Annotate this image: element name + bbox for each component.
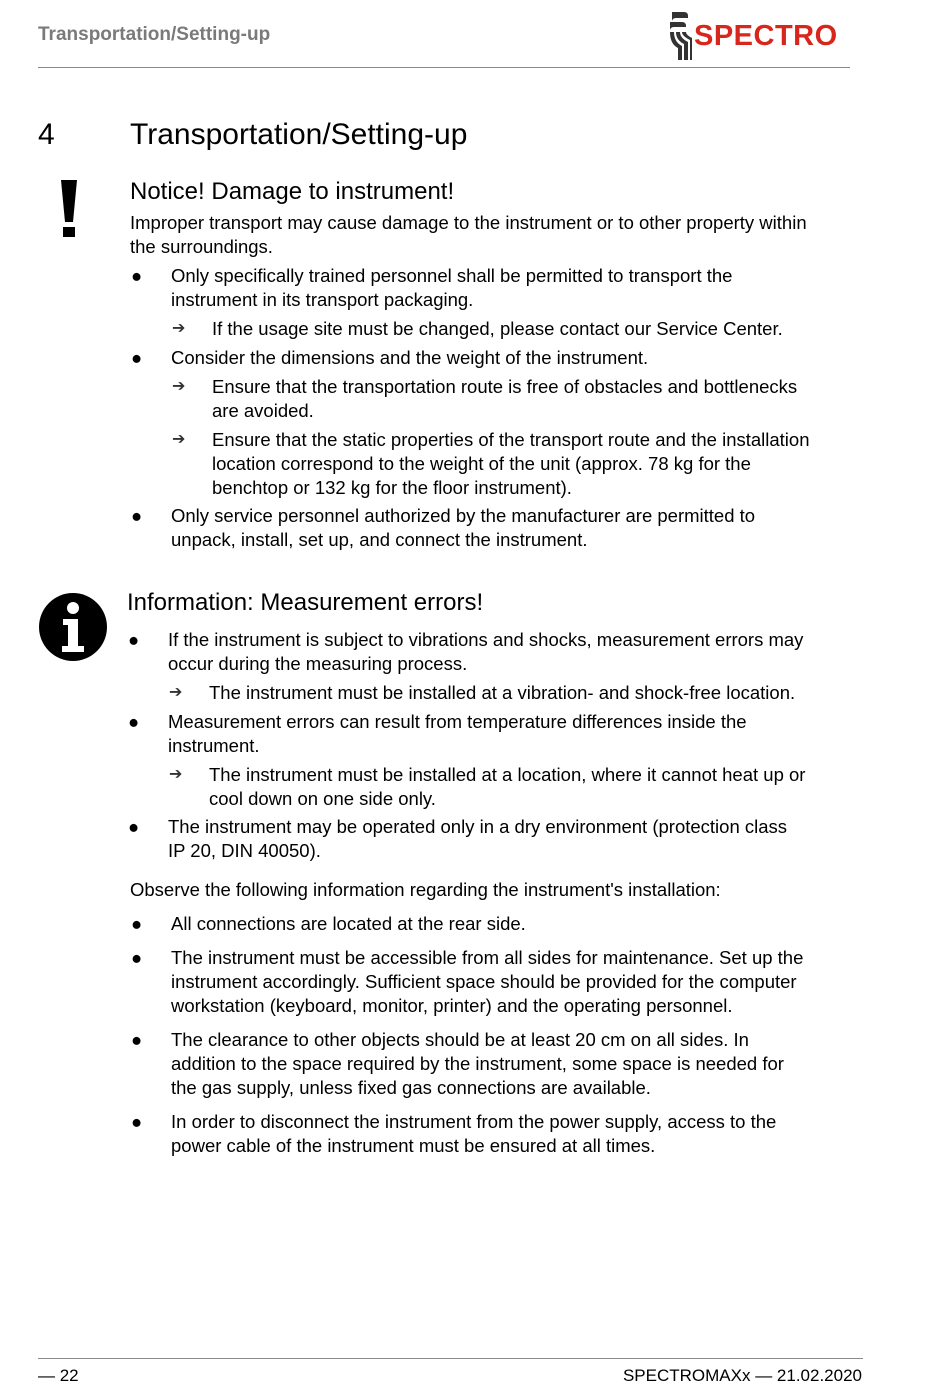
document-info: SPECTROMAXx — 21.02.2020 bbox=[622, 1366, 862, 1385]
list-item: Only service personnel authorized by the manufacturer are permitted to unpack, install, set up, and connect the instrument. bbox=[171, 505, 756, 550]
information-icon bbox=[38, 592, 108, 662]
footer-rule bbox=[38, 1358, 863, 1359]
arrow-marker: ➔ bbox=[172, 320, 186, 337]
chapter-title: Transportation/Setting-up bbox=[130, 118, 468, 151]
bullet-marker: ● bbox=[128, 816, 140, 837]
arrow-marker: ➔ bbox=[172, 378, 186, 395]
page-number: — 22 bbox=[38, 1366, 79, 1385]
bullet-marker: ● bbox=[131, 347, 143, 368]
list-item: Consider the dimensions and the weight of the instrument. bbox=[171, 347, 649, 368]
bullet-marker: ● bbox=[131, 947, 143, 968]
list-item: Only specifically trained personnel shall be permitted to transport the instrument in its transport packaging. bbox=[171, 265, 733, 310]
list-item: The instrument must be accessible from all sides for maintenance. Set up the instrument accordingly. Sufficient space should be provided for the computer workstation (keyboard, monitor, printer) and the operating personnel. bbox=[171, 947, 804, 1016]
list-item: The instrument must be installed at a location, where it cannot heat up or cool down on one side only. bbox=[209, 764, 806, 809]
list-item: If the instrument is subject to vibrations and shocks, measurement errors may occur during the measuring process. bbox=[168, 629, 804, 674]
header-rule bbox=[38, 67, 850, 68]
bullet-marker: ● bbox=[128, 711, 140, 732]
bullet-marker: ● bbox=[131, 913, 143, 934]
bullet-marker: ● bbox=[128, 629, 140, 650]
arrow-marker: ➔ bbox=[169, 684, 183, 701]
exclamation-icon bbox=[56, 178, 82, 240]
bullet-marker: ● bbox=[131, 505, 143, 526]
list-item: In order to disconnect the instrument from the power supply, access to the power cable of the instrument must be ensured at all times. bbox=[171, 1111, 777, 1156]
arrow-marker: ➔ bbox=[172, 431, 186, 448]
logo-text: SPECTRO bbox=[694, 20, 838, 52]
notice-heading: Notice! Damage to instrument! bbox=[130, 178, 455, 205]
list-item: The instrument may be operated only in a dry environment (protection class IP 20, DIN 40050). bbox=[168, 816, 788, 861]
list-item: If the usage site must be changed, please contact our Service Center. bbox=[212, 318, 783, 339]
list-item: All connections are located at the rear side. bbox=[171, 913, 526, 934]
spectro-swoosh-icon bbox=[668, 10, 692, 62]
bullet-marker: ● bbox=[131, 1111, 143, 1132]
chapter-number: 4 bbox=[38, 118, 55, 151]
info-heading: Information: Measurement errors! bbox=[127, 589, 484, 616]
spectro-logo bbox=[668, 10, 853, 62]
installation-intro: Observe the following information regarding the instrument's installation: bbox=[130, 879, 721, 900]
list-item: Ensure that the static properties of the transport route and the installation location correspond to the weight of the unit (approx. 78 kg for the benchtop or 132 kg for the floor instrument). bbox=[212, 429, 810, 498]
bullet-marker: ● bbox=[131, 265, 143, 286]
list-item: The clearance to other objects should be at least 20 cm on all sides. In addition to the space required by the instrument, some space is needed for the gas supply, unless fixed gas connections are available. bbox=[171, 1029, 784, 1098]
bullet-marker: ● bbox=[131, 1029, 143, 1050]
notice-intro: Improper transport may cause damage to the instrument or to other property within the surroundings. bbox=[130, 212, 807, 257]
list-item: Measurement errors can result from temperature differences inside the instrument. bbox=[168, 711, 747, 756]
running-header: Transportation/Setting-up bbox=[38, 24, 271, 45]
list-item: The instrument must be installed at a vibration- and shock-free location. bbox=[209, 682, 796, 703]
list-item: Ensure that the transportation route is free of obstacles and bottlenecks are avoided. bbox=[212, 376, 798, 421]
arrow-marker: ➔ bbox=[169, 766, 183, 783]
